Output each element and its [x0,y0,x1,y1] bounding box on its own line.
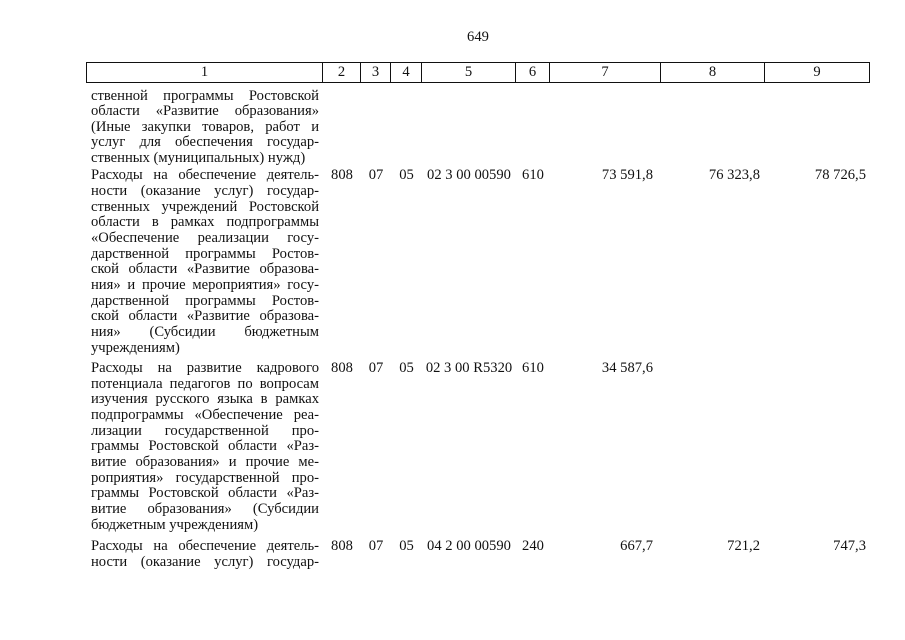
table-row [87,539,869,570]
description-line: потенциала педагогов по вопросам [91,375,319,392]
table-body [87,89,869,571]
amount-col-9: 747,3 [833,538,866,555]
expense-type-code: 610 [522,167,544,184]
column-header: 7 [550,63,661,82]
amount-col-7: 73 591,8 [601,167,653,184]
description-line: учреждениям) [91,339,180,356]
table-row [87,361,869,533]
description-line: ственной программы Ростовской [91,87,319,104]
column-header: 6 [516,63,550,82]
item-description [87,361,323,533]
item-description [87,539,323,570]
description-line: дарственной программы Ростов- [91,245,319,262]
description-line: ности (оказание услуг) государ- [91,554,319,571]
subsection-code: 05 [399,360,414,377]
description-line: витие образования» (Субсидии [91,501,319,518]
description-line: Расходы на обеспечение деятель- [91,538,319,555]
subsection-code: 05 [399,538,414,555]
target-article-code: 02 3 00 00590 [427,167,511,184]
ministry-code: 808 [331,538,353,555]
expense-type-code: 610 [522,360,544,377]
column-header: 5 [422,63,516,82]
description-line: витие образования» и прочие ме- [91,454,319,471]
table-row [87,168,869,356]
column-header: 4 [391,63,422,82]
ministry-code: 808 [331,167,353,184]
description-line: области в рамках подпрограммы [91,214,319,231]
page-number: 649 [467,29,489,45]
description-line: ской области «Развитие образова- [91,308,319,325]
description-line: Расходы на обеспечение деятель- [91,167,319,184]
description-line: ственных (муниципальных) нужд) [91,150,306,167]
description-line: Расходы на развитие кадрового [91,360,319,377]
description-line: граммы Ростовской области «Раз- [91,438,319,455]
description-line: ния» и прочие мероприятия» госу- [91,276,319,293]
item-description [87,168,323,356]
column-header: 2 [323,63,361,82]
description-line: подпрограммы «Обеспечение реа- [91,407,319,424]
amount-col-9: 78 726,5 [814,167,866,184]
amount-col-8: 721,2 [727,538,760,555]
column-header: 9 [813,64,821,80]
description-line: ственных учреждений Ростовской [91,198,319,215]
description-line: ской области «Развитие образова- [91,261,319,278]
description-line: ния» (Субсидии бюджетным [91,323,319,340]
section-code: 07 [368,538,384,555]
column-header: 8 [661,63,765,82]
target-article-code: 02 3 00 R5320 [425,360,513,377]
description-line: (Иные закупки товаров, работ и [91,118,319,135]
description-line: ности (оказание услуг) государ- [91,182,319,199]
description-line: роприятия» государственной про- [91,469,319,486]
column-header: 1 [87,63,323,82]
description-line: «Обеспечение реализации госу- [91,229,319,246]
description-line: граммы Ростовской области «Раз- [91,485,319,502]
table-header-row [86,62,870,83]
description-line: области «Развитие образования» [91,103,319,120]
subsection-code: 05 [399,167,414,184]
table-row [87,89,869,167]
description-line: бюджетным учреждениям) [91,516,259,533]
section-code: 07 [368,167,384,184]
expense-type-code: 240 [522,538,544,555]
section-code: 07 [368,360,384,377]
item-description [87,89,323,167]
amount-col-8: 76 323,8 [708,167,760,184]
description-line: изучения русского языка в рамках [91,391,319,408]
target-article-code: 04 2 00 00590 [427,538,511,555]
description-line: лизации государственной про- [91,422,319,439]
ministry-code: 808 [331,360,353,377]
column-header: 3 [361,63,391,82]
amount-col-7: 34 587,6 [601,360,653,377]
amount-col-7: 667,7 [620,538,653,555]
description-line: услуг для обеспечения государ- [91,134,319,151]
description-line: дарственной программы Ростов- [91,292,319,309]
